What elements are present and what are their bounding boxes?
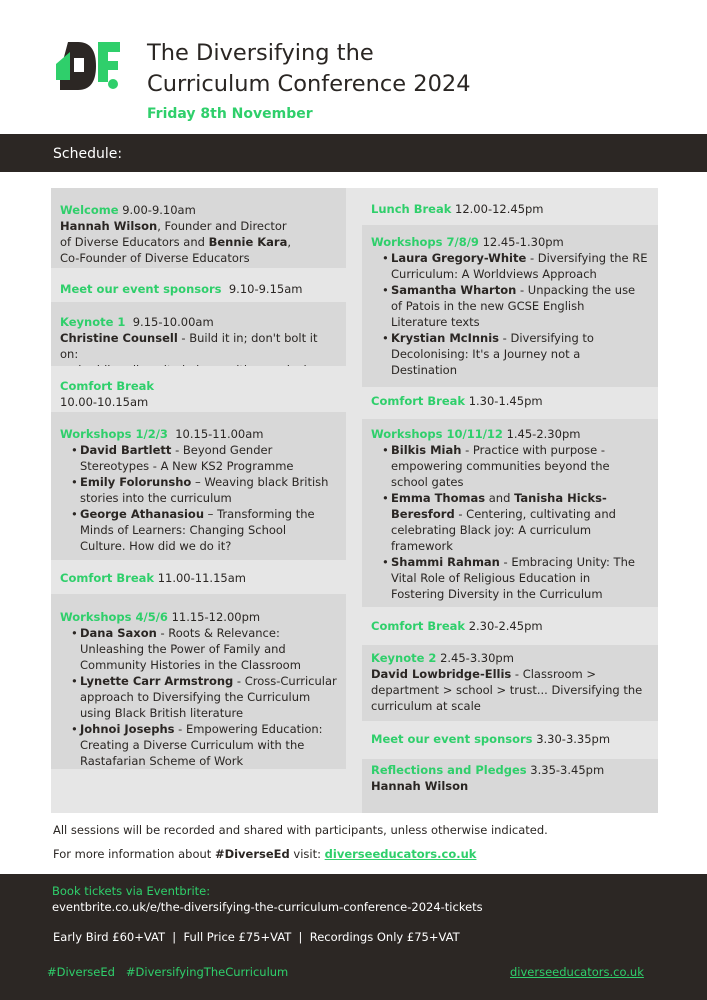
info-note: For more information about #DiverseEd visit: diverseeducators.co.uk (53, 847, 477, 861)
footer (0, 874, 707, 1000)
lunch-break: Lunch Break 12.00-12.45pm (362, 188, 658, 225)
list-item: • Dana Saxon - Roots & Relevance: Unleashing the Power of Family and Community Histories in the Classroom (71, 625, 337, 673)
keynote1-block: Keynote 1 9.15-10.00am Christine Counsell - Build it in; don't bolt it on: (51, 302, 346, 366)
list-item: • Emma Thomas and Tanisha Hicks- Beresford - Centering, cultivating and celebrating Black joy: A curriculum framework (382, 490, 649, 554)
list-item: • Johnoi Josephs - Empowering Education: Creating a Diverse Curriculum with the Rastafarian Scheme of Work (71, 721, 337, 769)
page-title: The Diversifying the Curriculum Conference 2024 (147, 40, 471, 97)
list-item: • Lynette Carr Armstrong - Cross-Curricular approach to Diversifying the Curriculum using Black British literature (71, 673, 337, 721)
list-item: • Krystian McInnis - Diversifying to Decolonising: It's a Journey not a Destination (382, 330, 649, 378)
list-item: • Laura Gregory-White - Diversifying the RE Curriculum: A Worldviews Approach (382, 250, 649, 282)
comfort-break-1: Comfort Break 10.00-10.15am (51, 366, 346, 412)
diverse-educators-logo (56, 42, 120, 90)
list-item: • Samantha Wharton - Unpacking the use of Patois in the new GCSE English Literature texts (382, 282, 649, 330)
list-item: • Bilkis Miah - Practice with purpose - empowering communities beyond the school gates (382, 442, 649, 490)
sponsors-block-2: Meet our event sponsors 3.30-3.35pm (362, 721, 658, 759)
comfort-break-2: Comfort Break 11.00-11.15am (51, 560, 346, 594)
ticket-prices: Early Bird £60+VAT | Full Price £75+VAT | Recordings Only £75+VAT (53, 930, 460, 944)
list-item: • Emily Folorunsho – Weaving black British stories into the curriculum (71, 474, 337, 506)
event-date: Friday 8th November (147, 106, 313, 122)
reflections-block: Reflections and Pledges 3.35-3.45pm Hannah Wilson (362, 759, 658, 813)
schedule-grid (51, 188, 658, 813)
welcome-block: Welcome 9.00-9.10am Hannah Wilson, Founder and Director of Diverse Educators and Bennie Kara, Co-Founder of Diverse Educators (51, 188, 346, 268)
schedule-bar (0, 134, 707, 172)
book-tickets-label: Book tickets via Eventbrite: (52, 884, 211, 898)
eventbrite-link[interactable]: eventbrite.co.uk/e/the-diversifying-the-curriculum-conference-2024-tickets (52, 900, 483, 914)
hashtags: #DiverseEd #DiversifyingTheCurriculum (47, 965, 289, 979)
footer-website-link[interactable]: diverseeducators.co.uk (510, 965, 644, 979)
recording-note: All sessions will be recorded and shared with participants, unless otherwise indicated. (53, 823, 548, 837)
website-link[interactable]: diverseeducators.co.uk (324, 847, 477, 861)
comfort-break-4: Comfort Break 2.30-2.45pm (362, 607, 658, 645)
list-item: • George Athanasiou – Transforming the Minds of Learners: Changing School Culture. How did we do it? (71, 506, 337, 554)
workshops-4-5-6: Workshops 4/5/6 11.15-12.00pm • Dana Saxon - Roots & Relevance: Unleashing the Power of Family and Community Histories in the Classroom • Lynette Carr Armstrong - Cross-Curricular approach to Diversifying the Curriculum using Black British literature • Johnoi Josephs - Empowering Education: Creating a Diverse Curriculum with the Rastafarian Scheme of Work (51, 594, 346, 769)
list-item: • David Bartlett - Beyond Gender Stereotypes - A New KS2 Programme (71, 442, 337, 474)
workshops-7-8-9: Workshops 7/8/9 12.45-1.30pm • Laura Gregory-White - Diversifying the RE Curriculum: A Worldviews Approach • Samantha Wharton - Unpacking the use of Patois in the new GCSE English Literature texts • Krystian McInnis - Diversifying to Decolonising: It's a Journey not a Destination (362, 225, 658, 387)
schedule-label: Schedule: (53, 146, 123, 162)
sponsors-block: Meet our event sponsors 9.10-9.15am (51, 268, 346, 302)
workshops-10-11-12: Workshops 10/11/12 1.45-2.30pm • Bilkis Miah - Practice with purpose - empowering communities beyond the school gates • Emma Thomas and Tanisha Hicks- Beresford - Centering, cultivating and celebrating Black joy: A curriculum framework • Shammi Rahman - Embracing Unity: The Vital Role of Religious Education in Fostering Diversity in the Curriculum (362, 419, 658, 607)
keynote2-block: Keynote 2 2.45-3.30pm David Lowbridge-Ellis - Classroom > department > school > trust... Diversifying the curriculum at scale (362, 645, 658, 721)
list-item: • Shammi Rahman - Embracing Unity: The Vital Role of Religious Education in Fostering Diversity in the Curriculum (382, 554, 649, 602)
comfort-break-3: Comfort Break 1.30-1.45pm (362, 387, 658, 419)
workshops-1-2-3: Workshops 1/2/3 10.15-11.00am • David Bartlett - Beyond Gender Stereotypes - A New KS2 Programme • Emily Folorunsho – Weaving black British stories into the curriculum • George Athanasiou – Transforming the Minds of Learners: Changing School Culture. How did we do it? (51, 412, 346, 560)
